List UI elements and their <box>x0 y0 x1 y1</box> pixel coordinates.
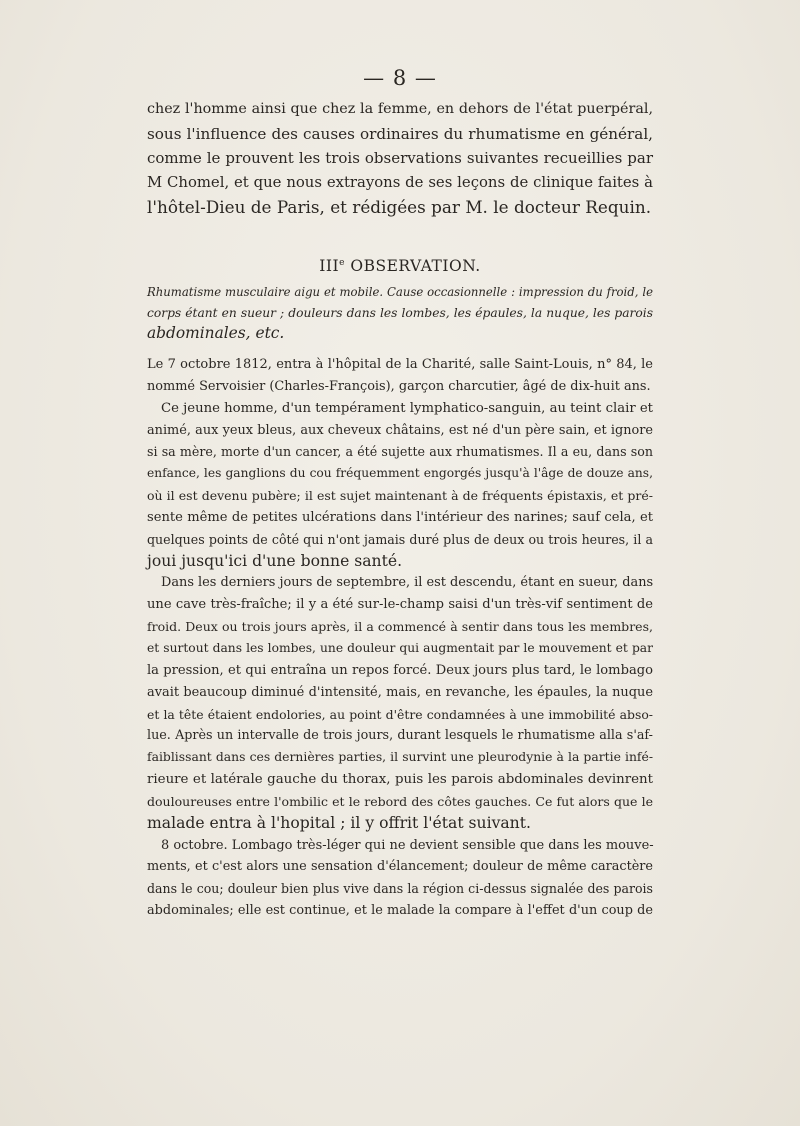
observation-summary <box>147 282 653 344</box>
body-line: et surtout dans les lombes, une douleur qui augmentait par le mouvement et par <box>147 640 653 655</box>
observation-heading <box>0 257 800 275</box>
body-line: Dans les derniers jours de septembre, il est descendu, étant en sueur, dans <box>161 575 654 591</box>
text-line: M Chomel, et que nous extrayons de ses leçons de clinique faites à <box>147 173 653 191</box>
body-line: avait beaucoup diminué d'intensité, mais, en revanche, les épaules, la nuque <box>147 684 653 700</box>
body-line: animé, aux yeux bleus, aux cheveux châtains, est né d'un père sain, et ignore <box>147 422 653 438</box>
body-line: Ce jeune homme, d'un tempérament lymphatico-sanguin, au teint clair et <box>161 400 653 416</box>
body-line: la pression, et qui entraîna un repos forcé. Deux jours plus tard, le lombago <box>147 662 653 678</box>
body-line: quelques points de côté qui n'ont jamais duré plus de deux ou trois heures, il a <box>147 531 653 547</box>
body-line: froid. Deux ou trois jours après, il a commencé à sentir dans tous les membres, <box>147 619 653 635</box>
body-line: nommé Servoisier (Charles-François), garçon charcutier, âgé de dix-huit ans. <box>147 378 651 394</box>
page-number: — 8 — <box>363 66 437 90</box>
summary-line: abdominales, etc. <box>147 324 285 342</box>
body-line: rieure et latérale gauche du thorax, puis les parois abdominales devinrent <box>147 772 653 788</box>
text-line: l'hôtel-Dieu de Paris, et rédigées par M. le docteur Requin. <box>147 197 652 217</box>
summary-line: corps étant en sueur ; douleurs dans les lombes, les épaules, la nuque, les parois <box>147 305 653 320</box>
observation-title: OBSERVATION. <box>350 257 481 275</box>
body-line: si sa mère, morte d'un cancer, a été sujette aux rhumatismes. Il a eu, dans son <box>147 444 653 460</box>
body-line: sente même de petites ulcérations dans l'intérieur des narines; sauf cela, et <box>147 509 653 525</box>
body-line: faiblissant dans ces dernières parties, il survint une pleurodynie à la partie infé- <box>147 750 653 765</box>
body-line: dans le cou; douleur bien plus vive dans la région ci-dessus signalée des parois <box>147 881 653 897</box>
body-line: douloureuses entre l'ombilic et le rebord des côtes gauches. Ce fut alors que le <box>147 793 653 809</box>
body-line: malade entra à l'hopital ; il y offrit l'état suivant. <box>147 813 531 832</box>
body-line: joui jusqu'ici d'une bonne santé. <box>147 551 403 570</box>
body-line: 8 octobre. Lombago très-léger qui ne devient sensible que dans les mouve- <box>161 837 654 853</box>
observation-superscript: e <box>339 258 345 268</box>
intro-paragraph <box>147 97 653 220</box>
body-line: enfance, les ganglions du cou fréquemment engorgés jusqu'à l'âge de douze ans, <box>147 466 653 481</box>
body-line: et la tête étaient endolories, au point d'être condamnées à une immobilité abso- <box>147 706 653 722</box>
text-line: comme le prouvent les trois observations suivantes recueillies par <box>147 149 653 167</box>
observation-body <box>147 354 653 922</box>
body-line: une cave très-fraîche; il y a été sur-le-champ saisi d'un très-vif sentiment de <box>147 597 653 613</box>
observation-numeral: III <box>319 257 340 275</box>
text-line: sous l'influence des causes ordinaires du rhumatisme en général, <box>147 124 653 143</box>
body-line: abdominales; elle est continue, et le malade la compare à l'effet d'un coup de <box>147 903 653 919</box>
body-line: ments, et c'est alors une sensation d'élancement; douleur de même caractère <box>147 859 653 875</box>
text-line: chez l'homme ainsi que chez la femme, en dehors de l'état puerpéral, <box>147 101 653 117</box>
body-line: Le 7 octobre 1812, entra à l'hôpital de la Charité, salle Saint-Louis, n° 84, le <box>147 357 653 372</box>
body-line: lue. Après un intervalle de trois jours, durant lesquels le rhumatisme alla s'af- <box>147 728 653 744</box>
body-line: où il est devenu pubère; il est sujet maintenant à de fréquents épistaxis, et pré- <box>147 488 653 504</box>
summary-line: Rhumatisme musculaire aigu et mobile. Cause occasionnelle : impression du froid, le <box>147 285 653 299</box>
